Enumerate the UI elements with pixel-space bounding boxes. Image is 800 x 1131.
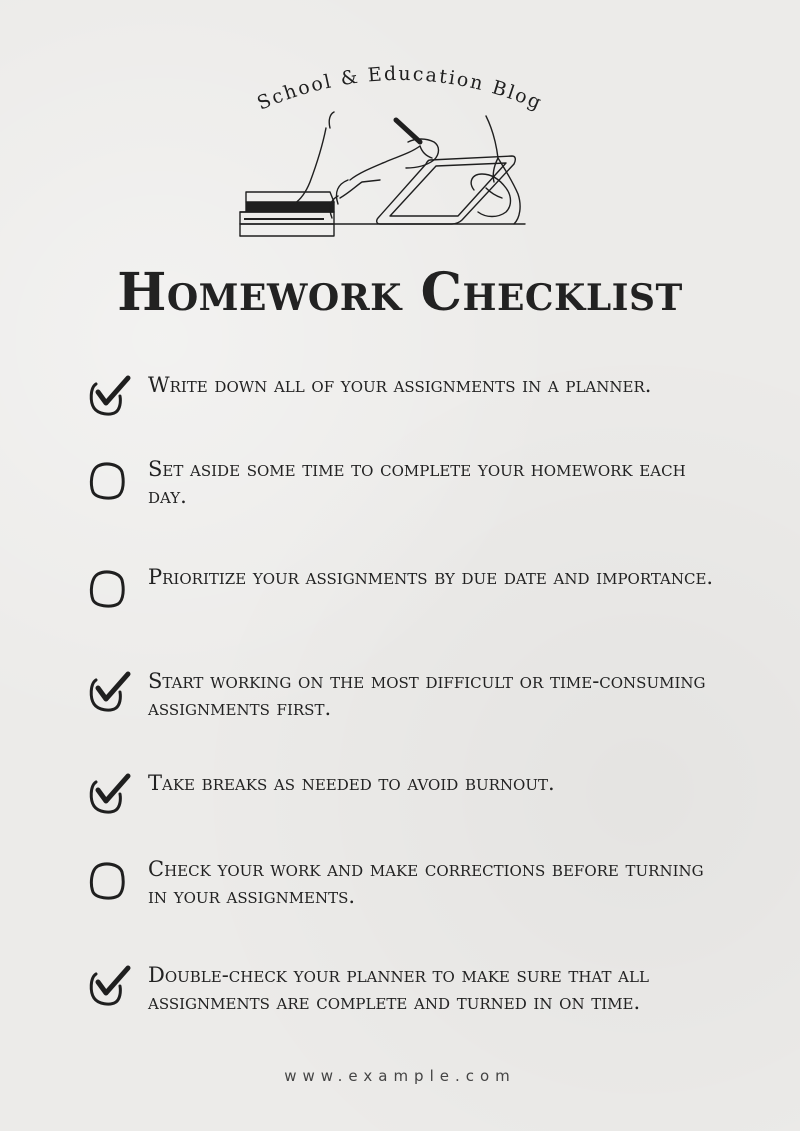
checklist-item-text: Set aside some time to complete your homework each day. xyxy=(148,457,686,508)
checklist-item-text: Double-check your planner to make sure that all assignments are complete and turned in on time. xyxy=(148,963,649,1014)
unchecked-checkbox-icon[interactable] xyxy=(86,564,134,612)
website-url[interactable]: www.example.com xyxy=(284,1067,516,1085)
checked-checkbox-icon[interactable] xyxy=(86,962,134,1010)
unchecked-checkbox-icon[interactable] xyxy=(86,856,134,904)
checklist-item-text: Check your work and make corrections before turning in your assignments. xyxy=(148,857,704,908)
checked-checkbox-icon[interactable] xyxy=(86,372,134,420)
unchecked-checkbox-icon[interactable] xyxy=(86,456,134,504)
checklist-item-text: Start working on the most difficult or time-consuming assignments first. xyxy=(148,669,706,720)
checklist-item-text: Take breaks as needed to avoid burnout. xyxy=(148,771,555,795)
blog-title-text: School & Education Blog xyxy=(254,62,546,115)
checklist-item-text: Prioritize your assignments by due date and importance. xyxy=(148,565,714,589)
checklist-item-text: Write down all of your assignments in a planner. xyxy=(148,373,652,397)
page-title: Homework Checklist xyxy=(117,262,683,323)
checked-checkbox-icon[interactable] xyxy=(86,668,134,716)
checked-checkbox-icon[interactable] xyxy=(86,770,134,818)
